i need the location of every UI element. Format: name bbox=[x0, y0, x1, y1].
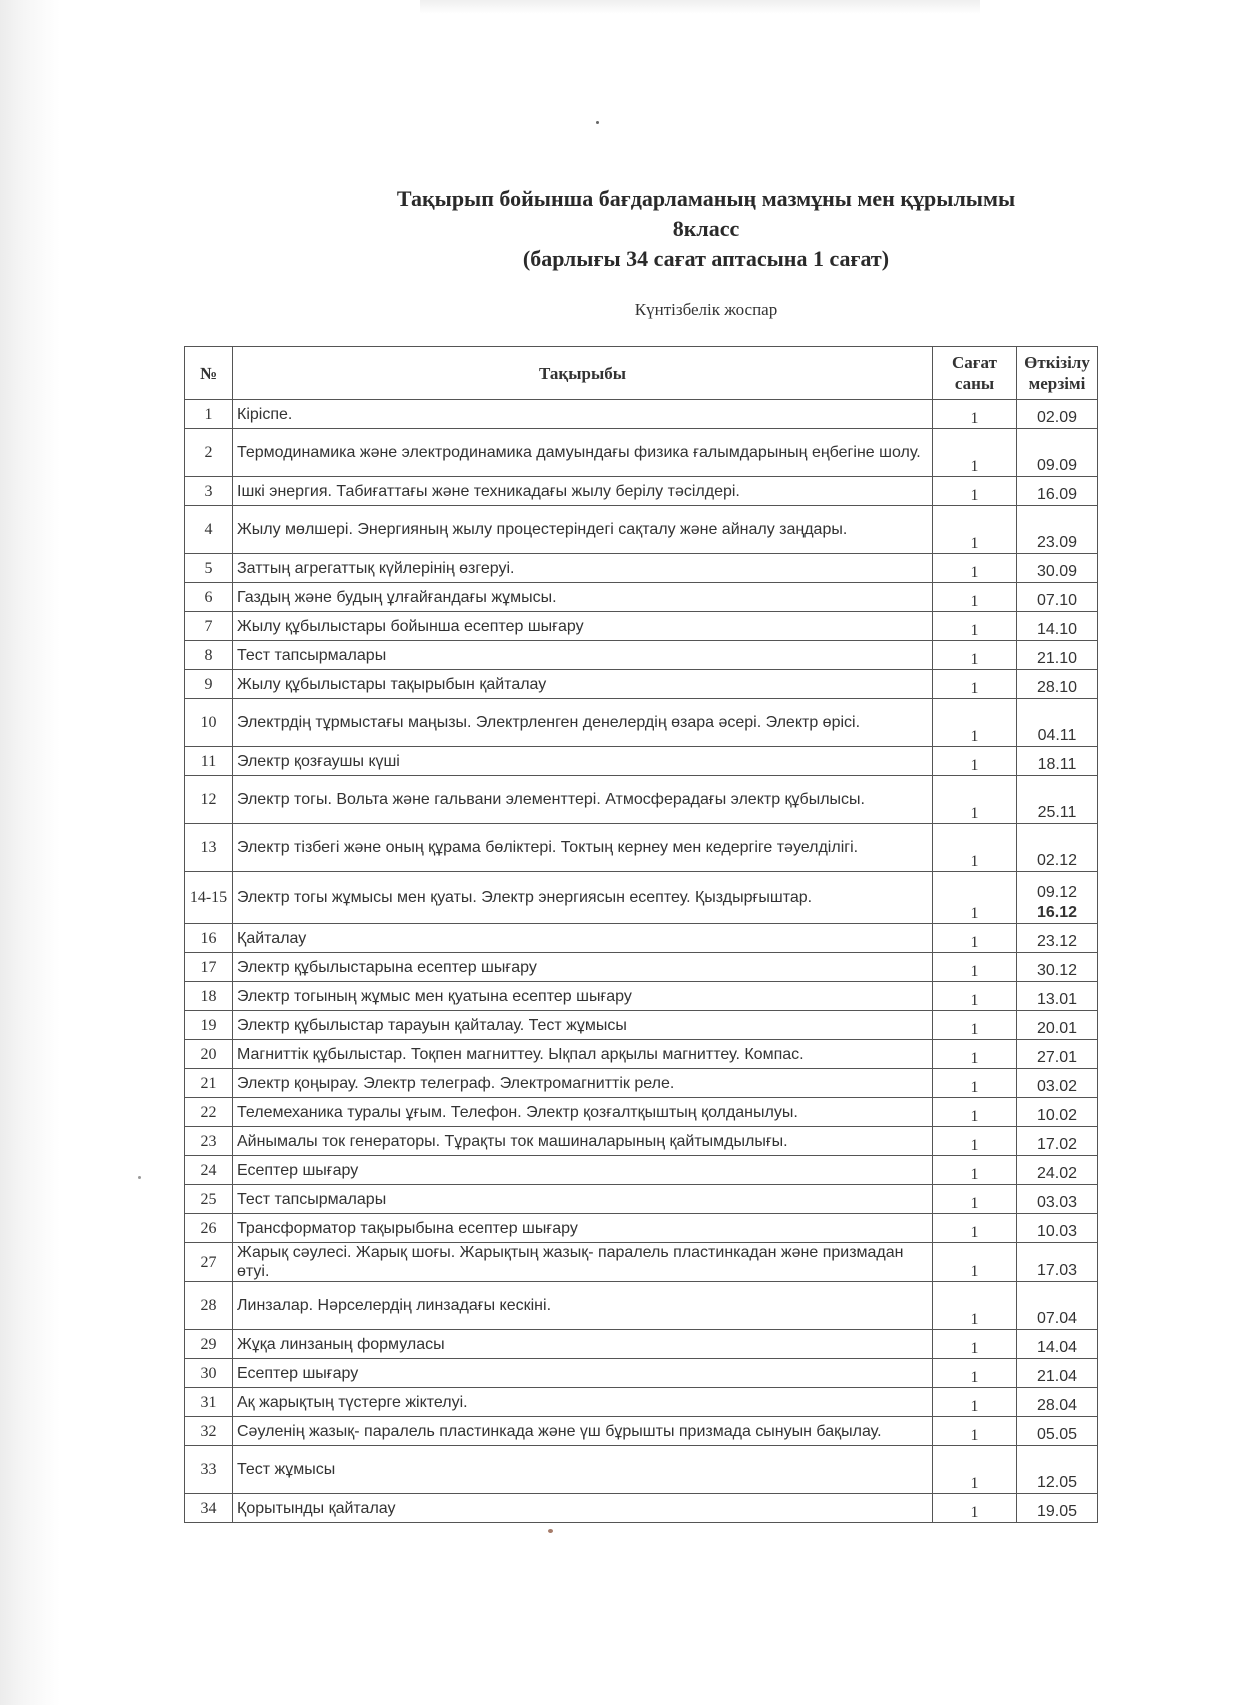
table-row bbox=[185, 1388, 1098, 1417]
row-number: 26 bbox=[185, 1214, 233, 1243]
row-date: 28.10 bbox=[1036, 679, 1078, 696]
document-subtitle: Күнтізбелік жоспар bbox=[634, 300, 778, 319]
row-number: 4 bbox=[185, 506, 233, 554]
table-row bbox=[185, 1282, 1098, 1330]
row-topic: Кіріспе. bbox=[233, 400, 933, 429]
row-date: 07.10 bbox=[1036, 592, 1078, 609]
row-hours: 1 bbox=[933, 1282, 1017, 1330]
table-row bbox=[185, 1330, 1098, 1359]
row-number: 10 bbox=[185, 699, 233, 747]
row-date-cell bbox=[1017, 554, 1098, 583]
row-topic: Жылу құбылыстары тақырыбын қайталау bbox=[233, 670, 933, 699]
row-topic: Газдың және будың ұлғайғандағы жұмысы. bbox=[233, 583, 933, 612]
table-row bbox=[185, 776, 1098, 824]
row-topic: Қайталау bbox=[233, 924, 933, 953]
row-number: 29 bbox=[185, 1330, 233, 1359]
row-number: 3 bbox=[185, 477, 233, 506]
row-date: 05.05 bbox=[1036, 1426, 1078, 1443]
table-row bbox=[185, 1011, 1098, 1040]
row-hours: 1 bbox=[933, 924, 1017, 953]
row-hours: 1 bbox=[933, 641, 1017, 670]
row-date-cell bbox=[1017, 641, 1098, 670]
header-num: № bbox=[185, 347, 233, 400]
row-date: 09.12 bbox=[1036, 884, 1078, 901]
row-date: 20.01 bbox=[1036, 1020, 1078, 1037]
row-date: 14.04 bbox=[1036, 1339, 1078, 1356]
row-hours: 1 bbox=[933, 612, 1017, 641]
row-hours: 1 bbox=[933, 776, 1017, 824]
row-hours: 1 bbox=[933, 477, 1017, 506]
row-date-cell bbox=[1017, 982, 1098, 1011]
row-date-cell bbox=[1017, 506, 1098, 554]
row-number: 21 bbox=[185, 1069, 233, 1098]
row-topic: Телемеханика туралы ұғым. Телефон. Электр қозғалтқыштың қолданылуы. bbox=[233, 1098, 933, 1127]
table-row bbox=[185, 1417, 1098, 1446]
row-number: 23 bbox=[185, 1127, 233, 1156]
row-hours: 1 bbox=[933, 554, 1017, 583]
row-topic: Термодинамика және электродинамика дамуындағы физика ғалымдарының еңбегіне шолу. bbox=[233, 429, 933, 477]
row-topic: Электр тізбегі және оның құрама бөліктері. Токтың кернеу мен кедергіге тәуелділігі. bbox=[233, 824, 933, 872]
row-topic: Трансформатор тақырыбына есептер шығару bbox=[233, 1214, 933, 1243]
row-topic: Линзалар. Нәрселердің линзадағы кескіні. bbox=[233, 1282, 933, 1330]
scan-speck bbox=[548, 1529, 553, 1533]
row-number: 7 bbox=[185, 612, 233, 641]
row-number: 32 bbox=[185, 1417, 233, 1446]
table-row bbox=[185, 747, 1098, 776]
row-date: 19.05 bbox=[1036, 1503, 1078, 1520]
row-hours: 1 bbox=[933, 872, 1017, 924]
scan-speck bbox=[138, 1176, 141, 1179]
row-date: 09.09 bbox=[1036, 457, 1078, 474]
row-date-cell bbox=[1017, 699, 1098, 747]
table-body bbox=[185, 400, 1098, 1523]
row-number: 6 bbox=[185, 583, 233, 612]
row-date: 30.12 bbox=[1036, 962, 1078, 979]
row-date: 23.12 bbox=[1036, 933, 1078, 950]
row-topic: Электр қоңырау. Электр телеграф. Электромагниттік реле. bbox=[233, 1069, 933, 1098]
row-number: 24 bbox=[185, 1156, 233, 1185]
header-date-line2: мерзімі bbox=[1028, 374, 1086, 393]
row-date-cell bbox=[1017, 477, 1098, 506]
table-row bbox=[185, 1494, 1098, 1523]
row-date-cell bbox=[1017, 1214, 1098, 1243]
table-row bbox=[185, 1069, 1098, 1098]
row-hours: 1 bbox=[933, 1388, 1017, 1417]
row-hours: 1 bbox=[933, 824, 1017, 872]
row-hours: 1 bbox=[933, 583, 1017, 612]
document-grade: 8класс bbox=[672, 216, 740, 241]
row-hours: 1 bbox=[933, 429, 1017, 477]
row-date-cell bbox=[1017, 1185, 1098, 1214]
row-topic: Жылу мөлшері. Энергияның жылу процестеріндегі сақталу және айналу заңдары. bbox=[233, 506, 933, 554]
row-hours: 1 bbox=[933, 506, 1017, 554]
row-date: 02.12 bbox=[1036, 852, 1078, 869]
row-date: 18.11 bbox=[1037, 756, 1077, 773]
document-title: Тақырып бойынша бағдарламаның мазмұны мен құрылымы bbox=[396, 186, 1016, 211]
table-row bbox=[185, 1185, 1098, 1214]
table-row bbox=[185, 583, 1098, 612]
row-number: 12 bbox=[185, 776, 233, 824]
row-hours: 1 bbox=[933, 1185, 1017, 1214]
row-date-cell bbox=[1017, 1156, 1098, 1185]
row-number: 28 bbox=[185, 1282, 233, 1330]
row-date-cell bbox=[1017, 1282, 1098, 1330]
row-date-cell bbox=[1017, 1359, 1098, 1388]
row-hours: 1 bbox=[933, 953, 1017, 982]
row-number: 17 bbox=[185, 953, 233, 982]
table-row bbox=[185, 641, 1098, 670]
row-date-cell bbox=[1017, 1388, 1098, 1417]
row-date-second: 16.12 bbox=[1036, 904, 1078, 921]
row-date-cell bbox=[1017, 1243, 1098, 1282]
document-hours-note: (барлығы 34 сағат аптасына 1 сағат) bbox=[522, 246, 890, 271]
row-date-cell bbox=[1017, 1040, 1098, 1069]
row-number: 1 bbox=[185, 400, 233, 429]
row-topic: Тест тапсырмалары bbox=[233, 1185, 933, 1214]
row-number: 20 bbox=[185, 1040, 233, 1069]
row-topic: Жарық сәулесі. Жарық шоғы. Жарықтың жазық- паралель пластинкадан және призмадан өтуі. bbox=[233, 1243, 933, 1282]
row-number: 2 bbox=[185, 429, 233, 477]
row-date-cell bbox=[1017, 747, 1098, 776]
row-number: 19 bbox=[185, 1011, 233, 1040]
table-row bbox=[185, 872, 1098, 924]
row-date-cell bbox=[1017, 1098, 1098, 1127]
table-row bbox=[185, 612, 1098, 641]
row-date-cell bbox=[1017, 824, 1098, 872]
row-topic: Ақ жарықтың түстерге жіктелуі. bbox=[233, 1388, 933, 1417]
row-number: 11 bbox=[185, 747, 233, 776]
row-number: 14-15 bbox=[185, 872, 233, 924]
header-date bbox=[1017, 347, 1098, 400]
table-header-row bbox=[185, 347, 1098, 400]
table-row bbox=[185, 1098, 1098, 1127]
row-topic: Есептер шығару bbox=[233, 1156, 933, 1185]
table-row bbox=[185, 982, 1098, 1011]
row-date-cell bbox=[1017, 1330, 1098, 1359]
row-date-cell bbox=[1017, 670, 1098, 699]
row-date-cell bbox=[1017, 1446, 1098, 1494]
row-date-cell bbox=[1017, 872, 1098, 924]
row-date-cell bbox=[1017, 400, 1098, 429]
row-topic: Электр тогының жұмыс мен қуатына есептер шығару bbox=[233, 982, 933, 1011]
row-date-cell bbox=[1017, 924, 1098, 953]
table-row bbox=[185, 699, 1098, 747]
row-number: 8 bbox=[185, 641, 233, 670]
header-topic: Тақырыбы bbox=[233, 347, 933, 400]
row-date: 12.05 bbox=[1036, 1474, 1078, 1491]
row-topic: Электрдің тұрмыстағы маңызы. Электрленген денелердің өзара әсері. Электр өрісі. bbox=[233, 699, 933, 747]
row-date-cell bbox=[1017, 1011, 1098, 1040]
row-date: 25.11 bbox=[1037, 804, 1077, 821]
table-row bbox=[185, 506, 1098, 554]
row-date-cell bbox=[1017, 1417, 1098, 1446]
row-hours: 1 bbox=[933, 1359, 1017, 1388]
table-row bbox=[185, 1446, 1098, 1494]
row-date-cell bbox=[1017, 776, 1098, 824]
row-number: 16 bbox=[185, 924, 233, 953]
row-topic: Жылу құбылыстары бойынша есептер шығару bbox=[233, 612, 933, 641]
row-topic: Айнымалы ток генераторы. Тұрақты ток машиналарының қайтымдылығы. bbox=[233, 1127, 933, 1156]
row-date: 21.04 bbox=[1036, 1368, 1078, 1385]
row-hours: 1 bbox=[933, 982, 1017, 1011]
table-row bbox=[185, 1040, 1098, 1069]
row-hours: 1 bbox=[933, 1330, 1017, 1359]
row-hours: 1 bbox=[933, 1040, 1017, 1069]
row-number: 30 bbox=[185, 1359, 233, 1388]
row-number: 5 bbox=[185, 554, 233, 583]
row-date: 07.04 bbox=[1036, 1310, 1078, 1327]
scan-shadow-top bbox=[420, 0, 980, 14]
row-number: 13 bbox=[185, 824, 233, 872]
row-hours: 1 bbox=[933, 699, 1017, 747]
row-date-cell bbox=[1017, 429, 1098, 477]
row-date-cell bbox=[1017, 953, 1098, 982]
table-row bbox=[185, 1359, 1098, 1388]
header-hours-line1: Сағат bbox=[952, 353, 997, 372]
row-date: 16.09 bbox=[1036, 486, 1078, 503]
row-date: 13.01 bbox=[1036, 991, 1078, 1008]
row-hours: 1 bbox=[933, 1494, 1017, 1523]
row-date-cell bbox=[1017, 1494, 1098, 1523]
row-topic: Электр құбылыстар тарауын қайталау. Тест жұмысы bbox=[233, 1011, 933, 1040]
row-date: 14.10 bbox=[1036, 621, 1078, 638]
row-hours: 1 bbox=[933, 1156, 1017, 1185]
row-hours: 1 bbox=[933, 1446, 1017, 1494]
table-row bbox=[185, 953, 1098, 982]
row-date-cell bbox=[1017, 1127, 1098, 1156]
row-date: 24.02 bbox=[1036, 1165, 1078, 1182]
row-topic: Электр қозғаушы күші bbox=[233, 747, 933, 776]
table-row bbox=[185, 824, 1098, 872]
row-topic: Қорытынды қайталау bbox=[233, 1494, 933, 1523]
row-topic: Жұқа линзаның формуласы bbox=[233, 1330, 933, 1359]
row-hours: 1 bbox=[933, 1417, 1017, 1446]
table-row bbox=[185, 1156, 1098, 1185]
table-row bbox=[185, 1243, 1098, 1282]
row-topic: Электр тогы. Вольта және гальвани элементтері. Атмосферадағы электр құбылысы. bbox=[233, 776, 933, 824]
row-date: 28.04 bbox=[1036, 1397, 1078, 1414]
row-date-cell bbox=[1017, 583, 1098, 612]
scan-speck bbox=[596, 121, 599, 124]
row-number: 22 bbox=[185, 1098, 233, 1127]
row-hours: 1 bbox=[933, 747, 1017, 776]
table-row bbox=[185, 1214, 1098, 1243]
row-hours: 1 bbox=[933, 1069, 1017, 1098]
document-title-block bbox=[186, 184, 1226, 274]
calendar-plan-table bbox=[184, 346, 1098, 1523]
row-hours: 1 bbox=[933, 1098, 1017, 1127]
row-topic: Есептер шығару bbox=[233, 1359, 933, 1388]
row-topic: Тест тапсырмалары bbox=[233, 641, 933, 670]
row-date: 10.03 bbox=[1036, 1223, 1078, 1240]
row-topic: Тест жұмысы bbox=[233, 1446, 933, 1494]
row-date: 30.09 bbox=[1036, 563, 1078, 580]
table-row bbox=[185, 924, 1098, 953]
header-hours bbox=[933, 347, 1017, 400]
row-date: 10.02 bbox=[1036, 1107, 1078, 1124]
table-row bbox=[185, 429, 1098, 477]
row-hours: 1 bbox=[933, 1127, 1017, 1156]
row-date: 17.03 bbox=[1036, 1262, 1078, 1279]
row-hours: 1 bbox=[933, 1011, 1017, 1040]
row-date: 17.02 bbox=[1036, 1136, 1078, 1153]
row-date-cell bbox=[1017, 612, 1098, 641]
row-number: 27 bbox=[185, 1243, 233, 1282]
row-topic: Ішкі энергия. Табиғаттағы және техникадағы жылу берілу тәсілдері. bbox=[233, 477, 933, 506]
row-date: 23.09 bbox=[1036, 534, 1078, 551]
table-row bbox=[185, 554, 1098, 583]
row-date: 02.09 bbox=[1036, 409, 1078, 426]
row-date: 03.02 bbox=[1036, 1078, 1078, 1095]
table-row bbox=[185, 1127, 1098, 1156]
row-hours: 1 bbox=[933, 670, 1017, 699]
row-date: 27.01 bbox=[1036, 1049, 1078, 1066]
row-hours: 1 bbox=[933, 1214, 1017, 1243]
row-hours: 1 bbox=[933, 400, 1017, 429]
row-number: 34 bbox=[185, 1494, 233, 1523]
row-date: 04.11 bbox=[1037, 727, 1077, 744]
row-topic: Сәуленің жазық- паралель пластинкада және үш бұрышты призмада сынуын бақылау. bbox=[233, 1417, 933, 1446]
table-row bbox=[185, 670, 1098, 699]
row-hours: 1 bbox=[933, 1243, 1017, 1282]
row-topic: Электр құбылыстарына есептер шығару bbox=[233, 953, 933, 982]
header-hours-line2: саны bbox=[954, 374, 995, 393]
row-date-cell bbox=[1017, 1069, 1098, 1098]
header-date-line1: Өткізілу bbox=[1024, 353, 1090, 372]
row-date: 03.03 bbox=[1036, 1194, 1078, 1211]
row-number: 18 bbox=[185, 982, 233, 1011]
scan-shadow-left bbox=[0, 0, 60, 1705]
table-row bbox=[185, 400, 1098, 429]
row-number: 9 bbox=[185, 670, 233, 699]
row-topic: Заттың агрегаттық күйлерінің өзгеруі. bbox=[233, 554, 933, 583]
row-number: 31 bbox=[185, 1388, 233, 1417]
row-number: 25 bbox=[185, 1185, 233, 1214]
row-topic: Электр тогы жұмысы мен қуаты. Электр энергиясын есептеу. Қыздырғыштар. bbox=[233, 872, 933, 924]
row-date: 21.10 bbox=[1036, 650, 1078, 667]
row-topic: Магниттік құбылыстар. Тоқпен магниттеу. Ықпал арқылы магниттеу. Компас. bbox=[233, 1040, 933, 1069]
row-number: 33 bbox=[185, 1446, 233, 1494]
table-row bbox=[185, 477, 1098, 506]
